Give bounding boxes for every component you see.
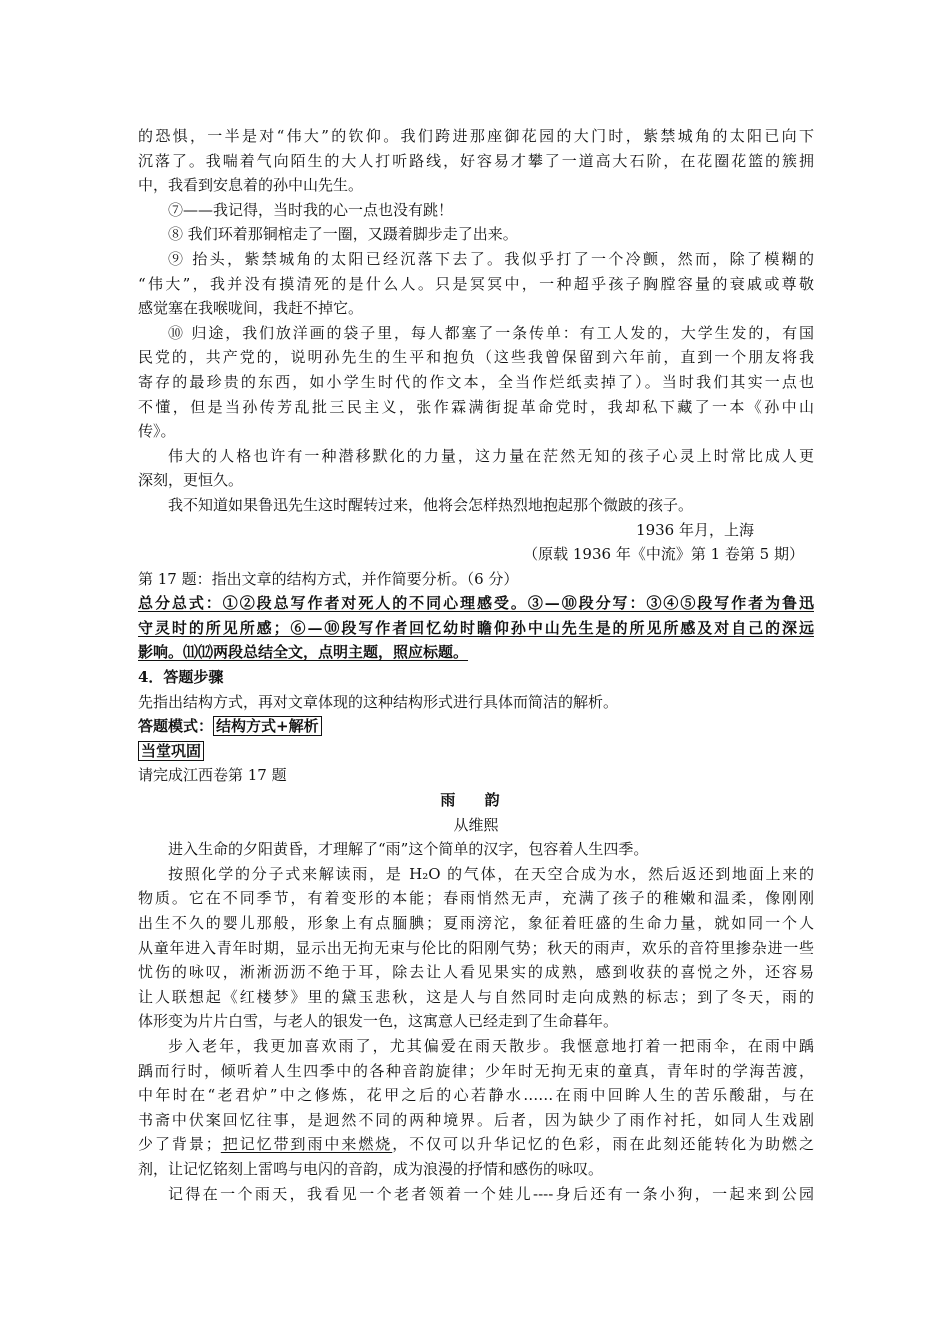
text-line: 影响。⑾⑿两段总结全文，点明主题，照应标题。 bbox=[138, 643, 469, 662]
text-line: 中，我看到安息着的孙中山先生。 bbox=[138, 176, 364, 195]
text-line: 传》。 bbox=[138, 422, 176, 441]
text-line: 深刻，更恒久。 bbox=[138, 471, 244, 490]
text-line: 不懂，但是当孙传芳乱批三民主义，张作霖满街捉革命党时，我却私下藏了一本《孙中山 bbox=[138, 397, 814, 416]
text-line: 感觉塞在我喉咙间，我赶不掉它。 bbox=[138, 299, 364, 318]
text-line: 伟大的人格也许有一种潜移默化的力量，这力量在茫然无知的孩子心灵上时常比成人更 bbox=[168, 446, 814, 465]
text-line: ⑨ 抬头，紫禁城角的太阳已经沉落下去了。我似乎打了一个冷颤，然而，除了模糊的 bbox=[168, 249, 814, 268]
text-line: （原载 1936 年《中流》第 1 卷第 5 期） bbox=[523, 545, 804, 564]
text-line: 先指出结构方式，再对文章体现的这种结构形式进行具体而简洁的解析。 bbox=[138, 692, 619, 711]
text-line: 沉落了。我喘着气向陌生的大人打听路线，好容易才攀了一道高大石阶，在花圈花篮的簇拥 bbox=[138, 151, 814, 170]
essay-line: 出生不久的婴儿那般，形象上有点腼腆；夏雨滂沱，象征着旺盛的生命力量，就如同一个人 bbox=[138, 914, 814, 932]
essay-text bbox=[138, 837, 814, 1206]
consolidate-heading: 当堂巩固 bbox=[138, 741, 204, 761]
essay-line: 从童年进入青年时期，显示出无拘无束与伦比的阳刚气势；秋天的雨声，欢乐的音符里掺杂进一些 bbox=[138, 938, 814, 957]
essay-line: 剂，让记忆铭刻上雷鸣与电闪的音韵，成为浪漫的抒情和感伤的咏叹。 bbox=[138, 1159, 604, 1178]
task-line: 请完成江西卷第 17 题 bbox=[138, 766, 287, 785]
text-line: 我不知道如果鲁迅先生这时醒转过来，他将会怎样热烈地抱起那个微跛的孩子。 bbox=[168, 495, 694, 514]
essay-line: 物质。它在不同季节，有着变形的本能；春雨悄然无声，充满了孩子的稚嫩和温柔，像刚刚 bbox=[138, 889, 814, 908]
essay-line: 踽而行时，倾听着人生四季中的各种音韵旋律；少年时无拘无束的童真，青年时的学海苦渡， bbox=[138, 1061, 814, 1080]
essay-line: 书斋中伏案回忆往事，是迥然不同的两种境界。后者，因为缺少了雨作衬托，如同人生戏剧 bbox=[138, 1110, 814, 1129]
essay-line: 记得在一个雨天，我看见一个老者领着一个娃儿----身后还有一条小狗，一起来到公园 bbox=[168, 1184, 814, 1203]
text-line: ⑦——我记得，当时我的心一点也没有跳！ bbox=[168, 200, 454, 219]
essay-title: 雨 韵 bbox=[440, 791, 512, 810]
answer-mode-value: 结构方式+解析 bbox=[213, 716, 322, 736]
text-line: 的恐惧，一半是对“伟大”的钦仰。我们跨进那座御花园的大门时，紫禁城角的太阳已向下 bbox=[138, 127, 814, 145]
essay-line: 中年时在“老君炉”中之修炼，花甲之后的心若静水……在雨中回眸人生的苦乐酸甜，与在 bbox=[138, 1086, 814, 1105]
underlined-phrase: 把记忆带到雨中来燃烧 bbox=[220, 1135, 393, 1154]
essay-author: 从维熙 bbox=[453, 815, 499, 834]
answer-mode-label: 答题模式： bbox=[138, 717, 214, 736]
essay-line: 进入生命的夕阳黄昏，才理解了“雨”这个简单的汉字，包容着人生四季。 bbox=[168, 840, 649, 859]
text-line: 民党的，共产党的，说明孙先生的生平和抱负（这些我曾保留到六年前，直到一个朋友将我 bbox=[138, 348, 814, 367]
essay-line: 让人联想起《红楼梦》里的黛玉悲秋，这是人与自然同时走向成熟的标志；到了冬天，雨的 bbox=[138, 987, 814, 1006]
essay-line: 按照化学的分子式来解读雨，是 H₂O 的气体，在天空合成为水，然后返还到地面上来的 bbox=[168, 864, 814, 883]
essay-line: 体形变为片片白雪，与老人的银发一色，这寓意人已经走到了生命暮年。 bbox=[138, 1012, 619, 1031]
answer-mode-line bbox=[138, 714, 814, 739]
text-line: ⑧ 我们环着那铜棺走了一圈，又蹑着脚步走了出来。 bbox=[168, 225, 518, 244]
text-line: 1936 年月，上海 bbox=[636, 520, 754, 539]
text-line: 总分总式：①②段总写作者对死人的不同心理感受。③—⑩段分写：③④⑤段写作者为鲁迅 bbox=[138, 594, 814, 613]
text-line: “伟大”，我并没有摸清死的是什么人。只是冥冥中，一种超乎孩子胸膛容量的衰戚或尊敬 bbox=[138, 274, 814, 293]
essay-line: 步入老年，我更加喜欢雨了，尤其偏爱在雨天散步。我惬意地打着一把雨伞，在雨中踽 bbox=[168, 1036, 814, 1055]
consolidate-line bbox=[138, 739, 814, 764]
passage-text bbox=[138, 124, 814, 714]
essay-line: 忧伤的咏叹，淅淅沥沥不绝于耳，除去让人看见果实的成熟，感到收获的喜悦之外，还容易 bbox=[138, 963, 814, 982]
text-line: 第 17 题：指出文章的结构方式，并作简要分析。（6 分） bbox=[138, 569, 519, 588]
document-body bbox=[138, 124, 814, 1206]
essay-line: 少了背景；把记忆带到雨中来燃烧，不仅可以升华记忆的色彩，雨在此刻还能转化为助燃之 bbox=[138, 1135, 814, 1154]
text-line: ⑩ 归途，我们放洋画的袋子里，每人都塞了一条传单：有工人发的，大学生发的，有国 bbox=[168, 323, 814, 342]
text-line: 守灵时的所见所感；⑥—⑩段写作者回忆幼时瞻仰孙中山先生是的所见所感及对自己的深远 bbox=[138, 618, 814, 637]
text-line: 4．答题步骤 bbox=[138, 668, 224, 687]
text-line: 寄存的最珍贵的东西，如小学生时代的作文本，全当作烂纸卖掉了）。当时我们其实一点也 bbox=[138, 372, 814, 391]
